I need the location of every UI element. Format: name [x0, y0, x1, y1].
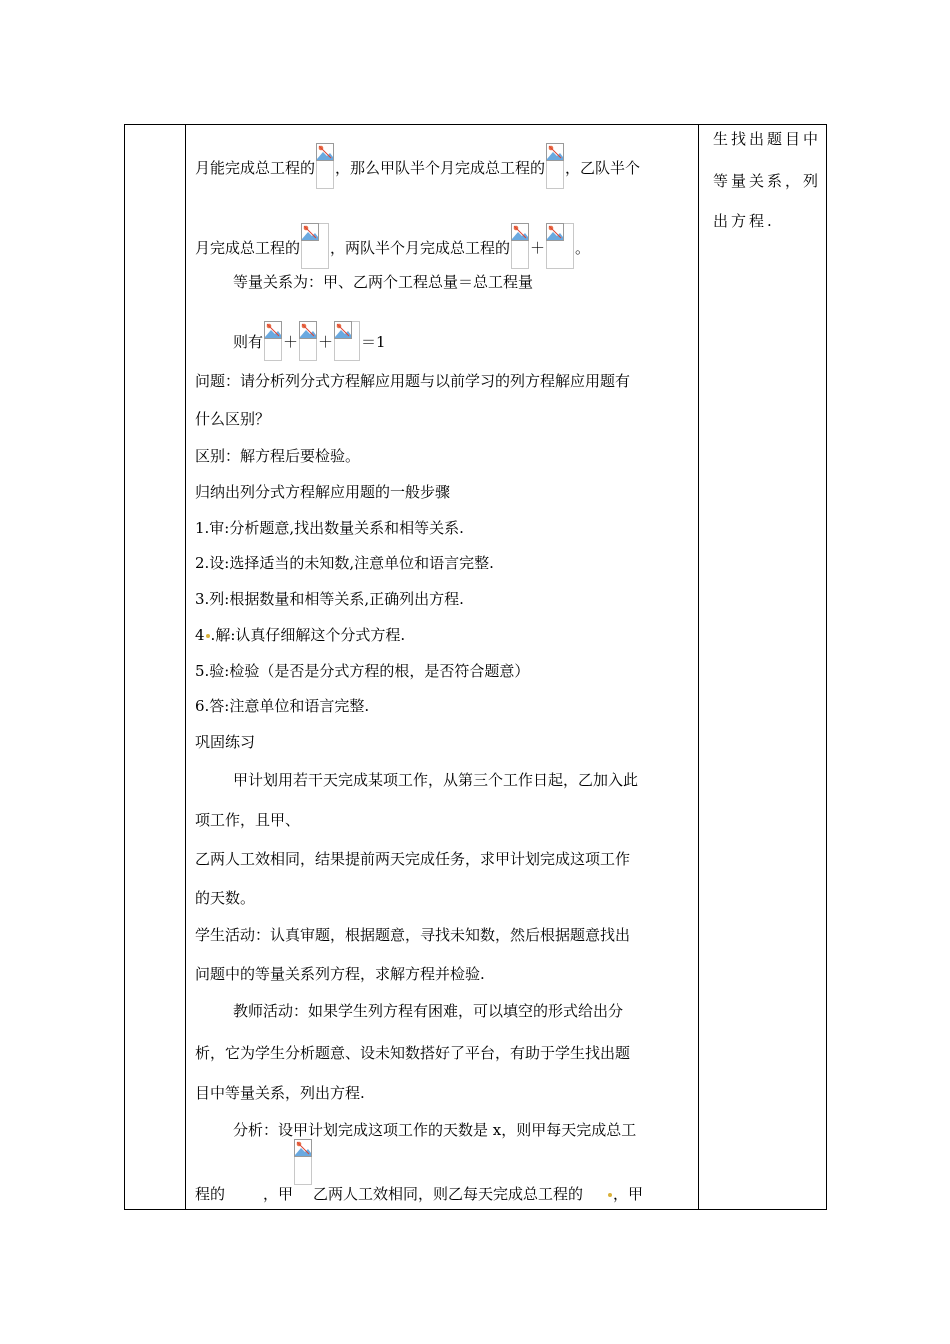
- broken-image-icon: [546, 143, 564, 189]
- text: ，甲: [263, 1185, 294, 1203]
- text: ，两队半个月完成总工程的: [330, 239, 511, 257]
- text: .解:认真仔细解这个分式方程.: [210, 626, 406, 644]
- analysis-line-1: 分析：设甲计划完成这项工作的天数是 x，则甲每天完成总工: [233, 1121, 637, 1139]
- teacher-activity-3: 目中等量关系，列出方程.: [195, 1084, 365, 1102]
- text: ，那么甲队半个月完成总工程的: [335, 159, 546, 177]
- line-2: [195, 223, 590, 269]
- text: 4: [195, 626, 205, 644]
- text: ＝1: [361, 333, 386, 351]
- text: 月完成总工程的: [195, 239, 301, 257]
- broken-image-icon: [264, 321, 282, 361]
- step-1: 1.审:分析题意,找出数量关系和相等关系.: [195, 519, 464, 537]
- text: ＋: [283, 333, 299, 351]
- broken-image-icon: [299, 321, 317, 361]
- teacher-activity-2: 析，它为学生分析题意、设未知数搭好了平台，有助于学生找出题: [195, 1044, 631, 1062]
- line-4: [233, 321, 386, 361]
- note-line-1: 生找出题目中: [713, 130, 822, 148]
- step-3: 3.列:根据数量和相等关系,正确列出方程.: [195, 590, 464, 608]
- note-line-2: 等量关系，列: [713, 172, 822, 190]
- step-2: 2.设:选择适当的未知数,注意单位和语言完整.: [195, 554, 494, 572]
- broken-image-icon: [316, 143, 334, 189]
- column-divider: [185, 125, 186, 1209]
- section-heading: 巩固练习: [195, 733, 256, 751]
- student-activity-2: 问题中的等量关系列方程，求解方程并检验.: [195, 965, 485, 983]
- line-1: [195, 143, 640, 189]
- step-4: [195, 625, 405, 645]
- line-6: 什么区别？: [195, 410, 271, 428]
- content-column: [195, 125, 700, 1211]
- exercise-line-1: 甲计划用若干天完成某项工作，从第三个工作日起，乙加入此: [233, 771, 639, 789]
- text: ＋: [530, 239, 546, 257]
- line-8: 归纳出列分式方程解应用题的一般步骤: [195, 483, 451, 501]
- broken-image-icon: [546, 223, 574, 269]
- text: 程的: [195, 1185, 226, 1203]
- text: 则有: [233, 333, 264, 351]
- exercise-line-2: 项工作，且甲、: [195, 811, 301, 829]
- mark: [608, 1193, 612, 1197]
- teacher-activity-1: 教师活动：如果学生列方程有困难，可以填空的形式给出分: [233, 1002, 624, 1020]
- line-5: 问题：请分析列分式方程解应用题与以前学习的列方程解应用题有: [195, 372, 631, 390]
- lesson-table: [124, 124, 827, 1210]
- student-activity-1: 学生活动：认真审题，根据题意，寻找未知数，然后根据题意找出: [195, 926, 631, 944]
- line-7: 区别：解方程后要检验。: [195, 447, 361, 465]
- broken-image-icon: [301, 223, 329, 269]
- mark: [206, 634, 210, 638]
- text: 。: [575, 239, 591, 257]
- broken-image-icon: [294, 1159, 312, 1205]
- notes-column: [703, 125, 825, 1211]
- broken-image-icon: [334, 321, 360, 361]
- text: 乙两人工效相同，则乙每天完成总工程的: [313, 1185, 584, 1203]
- step-6: 6.答:注意单位和语言完整.: [195, 697, 370, 715]
- line-3: 等量关系为：甲、乙两个工程总量＝总工程量: [233, 273, 534, 291]
- note-line-3: 出方程.: [713, 212, 775, 230]
- text: ，甲: [613, 1185, 644, 1203]
- broken-image-icon: [511, 223, 529, 269]
- text: ＋: [318, 333, 334, 351]
- step-5: 5.验:检验（是否是分式方程的根，是否符合题意）: [195, 662, 530, 680]
- analysis-line-2: [195, 1159, 643, 1205]
- exercise-line-3: 乙两人工效相同，结果提前两天完成任务，求甲计划完成这项工作: [195, 850, 631, 868]
- text: 月能完成总工程的: [195, 159, 316, 177]
- text: ，乙队半个: [565, 159, 641, 177]
- exercise-line-4: 的天数。: [195, 889, 256, 907]
